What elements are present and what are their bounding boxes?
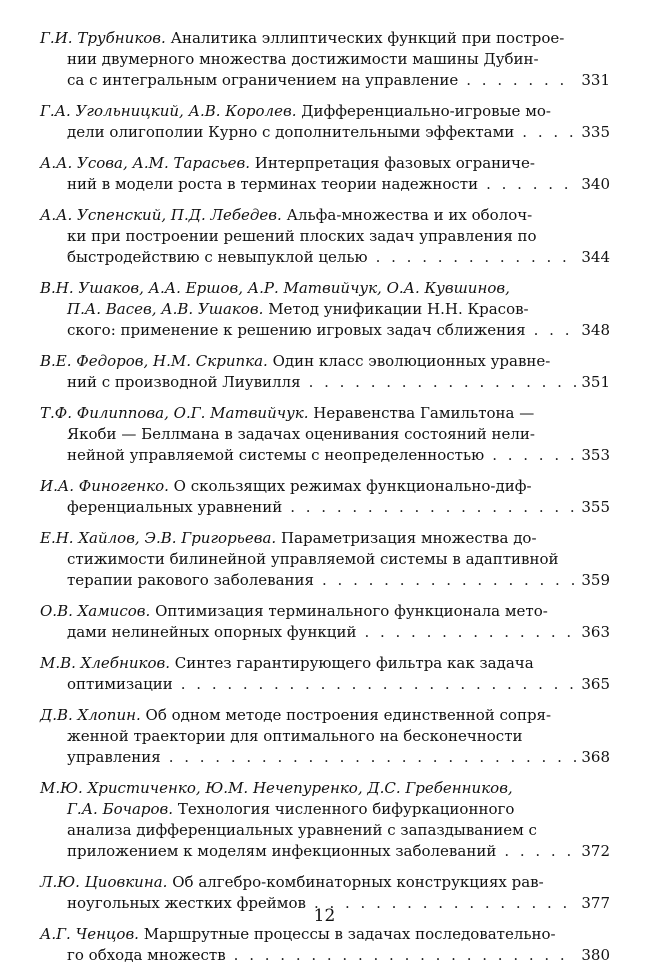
toc-entry-title: ского: применение к решению игровых задач сближения — [67, 321, 526, 339]
toc-entry-authors: И.А. Финогенко. — [40, 477, 169, 495]
toc-entry-page: 359 — [581, 571, 610, 589]
toc-entry-authors: Т.Ф. Филиппова, О.Г. Матвийчук. — [40, 404, 309, 422]
toc-entry-authors: М.Ю. Христиченко, Ю.М. Нечепуренко, Д.С. Гребенников, — [40, 779, 513, 797]
toc-entry-page: 365 — [581, 675, 610, 693]
toc-entry-line — [40, 122, 610, 143]
toc-entry-title: женной траектории для оптимального на бесконечности — [67, 727, 523, 745]
toc-entry-line — [40, 497, 610, 518]
toc-entry-text — [67, 49, 539, 70]
toc-entry-line — [40, 945, 610, 966]
toc-entry-line — [40, 351, 610, 372]
toc-entry-text — [40, 924, 556, 945]
toc-entry-line — [40, 205, 610, 226]
toc-entry-title: приложением к моделям инфекционных заболеваний — [67, 842, 497, 860]
toc-entry-text — [40, 872, 544, 893]
toc-entry — [40, 278, 610, 341]
toc-entry-title: Аналитика эллиптических функций при построе- — [170, 29, 565, 47]
toc-entry-text — [67, 445, 484, 466]
toc-entry-text — [67, 841, 496, 862]
toc-entry — [40, 528, 610, 591]
toc-entry-title: ференциальных уравнений — [67, 498, 283, 516]
toc-entry-line — [40, 320, 610, 341]
toc-entry-title: анализа дифференциальных уравнений с запаздыванием с — [67, 821, 537, 839]
toc-entry-authors: Г.А. Бочаров. — [67, 800, 174, 818]
toc-entry-line — [40, 424, 610, 445]
toc-entry-line — [40, 549, 610, 570]
dot-leader — [486, 174, 576, 195]
toc-entry-authors: П.А. Васев, А.В. Ушаков. — [67, 300, 264, 318]
toc-entry-authors: В.Е. Федоров, Н.М. Скрипка. — [40, 352, 268, 370]
toc-entry-authors: Д.В. Хлопин. — [40, 706, 141, 724]
toc-entry — [40, 403, 610, 466]
toc-entry-text — [67, 122, 514, 143]
dot-leader — [322, 570, 576, 591]
toc-entry-line — [40, 247, 610, 268]
toc-entry-page: 353 — [581, 446, 610, 464]
toc-entry-authors: Г.И. Трубников. — [40, 29, 166, 47]
toc-entry-title: нии двумерного множества достижимости машины Дубин- — [67, 50, 539, 68]
toc-entry-text — [40, 778, 513, 799]
toc-entry-line — [40, 778, 610, 799]
toc-entry-page: 351 — [581, 373, 610, 391]
toc-entry — [40, 101, 610, 143]
toc-entry-text — [67, 247, 368, 268]
toc-entry-page: 372 — [581, 842, 610, 860]
toc-entry-text — [67, 549, 558, 570]
toc-entry — [40, 351, 610, 393]
toc-entry-title: са с интегральным ограничением на управление — [67, 71, 459, 89]
toc-entry-text — [67, 747, 161, 768]
toc-entry-text — [67, 674, 173, 695]
toc-entry-page: 344 — [581, 248, 610, 266]
toc-entry-line — [40, 70, 610, 91]
toc-entry-title: Якоби — Беллмана в задачах оценивания состояний нели- — [67, 425, 535, 443]
toc-entry-text — [40, 705, 551, 726]
toc-entry-page: 380 — [581, 946, 610, 964]
toc-entry-authors: Л.Ю. Циовкина. — [40, 873, 168, 891]
toc-entry — [40, 601, 610, 643]
toc-entry-line — [40, 799, 610, 820]
toc-entry-text — [67, 424, 535, 445]
table-of-contents — [40, 28, 610, 976]
toc-entry-title: Синтез гарантирующего фильтра как задача — [174, 654, 534, 672]
toc-entry-text — [40, 101, 551, 122]
toc-entry-line — [40, 674, 610, 695]
toc-entry-authors: О.В. Хамисов. — [40, 602, 151, 620]
toc-entry-title: Один класс эволюционных уравне- — [272, 352, 551, 370]
toc-entry-line — [40, 924, 610, 945]
toc-entry-text — [67, 497, 282, 518]
toc-entry-line — [40, 49, 610, 70]
toc-entry-text — [67, 570, 314, 591]
toc-entry-text — [40, 153, 535, 174]
toc-entry-line — [40, 726, 610, 747]
toc-entry-line — [40, 570, 610, 591]
toc-entry-title: Маршрутные процессы в задачах последовательно- — [143, 925, 556, 943]
page-number: 12 — [313, 906, 336, 926]
toc-entry-line — [40, 601, 610, 622]
toc-entry-title: О скользящих режимах функционально-диф- — [173, 477, 532, 495]
toc-entry-line — [40, 622, 610, 643]
toc-entry-text — [67, 70, 458, 91]
toc-entry-text — [40, 476, 532, 497]
toc-entry-page: 363 — [581, 623, 610, 641]
dot-leader — [522, 122, 576, 143]
toc-entry-authors: В.Н. Ушаков, А.А. Ершов, А.Р. Матвийчук, О.А. Кувшинов, — [40, 279, 510, 297]
dot-leader — [290, 497, 576, 518]
toc-entry-title: Дифференциально-игровые мо- — [301, 102, 551, 120]
toc-entry-text — [40, 205, 532, 226]
dot-leader — [504, 841, 576, 862]
toc-entry — [40, 653, 610, 695]
toc-entry-text — [67, 820, 537, 841]
toc-entry-text — [67, 945, 226, 966]
toc-entry-page: 368 — [581, 748, 610, 766]
toc-entry-title: Метод унификации Н.Н. Красов- — [268, 300, 529, 318]
dot-leader — [534, 320, 576, 341]
toc-entry-title: быстродействию с невыпуклой целью — [67, 248, 368, 266]
toc-entry-text — [40, 528, 537, 549]
toc-entry-line — [40, 653, 610, 674]
toc-entry-title: дели олигополии Курно с дополнительными эффектами — [67, 123, 515, 141]
toc-entry-title: ний в модели роста в терминах теории надежности — [67, 175, 479, 193]
dot-leader — [309, 372, 576, 393]
toc-entry-text — [67, 320, 526, 341]
toc-entry-line — [40, 528, 610, 549]
toc-entry-page: 340 — [581, 175, 610, 193]
toc-entry — [40, 153, 610, 195]
toc-entry — [40, 28, 610, 91]
toc-entry-page: 355 — [581, 498, 610, 516]
toc-entry-title: го обхода множеств — [67, 946, 226, 964]
toc-entry-line — [40, 476, 610, 497]
toc-entry-text — [67, 226, 537, 247]
dot-leader — [466, 70, 576, 91]
toc-entry-text — [67, 372, 301, 393]
toc-entry-title: стижимости билинейной управляемой системы в адаптивной — [67, 550, 559, 568]
toc-entry-line — [40, 153, 610, 174]
toc-entry-title: Альфа-множества и их оболоч- — [286, 206, 533, 224]
toc-entry-title: Оптимизация терминального функционала мето- — [155, 602, 548, 620]
toc-entry-page: 377 — [581, 894, 610, 912]
toc-entry-line — [40, 101, 610, 122]
toc-entry-title: Интерпретация фазовых ограниче- — [254, 154, 535, 172]
toc-entry-text — [67, 726, 523, 747]
toc-entry-title: ний с производной Лиувилля — [67, 373, 301, 391]
toc-entry-title: Технология численного бифуркационного — [177, 800, 515, 818]
toc-entry-line — [40, 820, 610, 841]
toc-entry-text — [40, 28, 564, 49]
toc-entry-text — [40, 351, 550, 372]
toc-entry-line — [40, 372, 610, 393]
toc-entry-title: дами нелинейных опорных функций — [67, 623, 357, 641]
toc-entry-line — [40, 403, 610, 424]
toc-entry-line — [40, 299, 610, 320]
toc-entry-title: нейной управляемой системы с неопределенностью — [67, 446, 485, 464]
toc-entry-title: Об одном методе построения единственной сопря- — [145, 706, 552, 724]
toc-entry-title: управления — [67, 748, 161, 766]
toc-entry-title: оптимизации — [67, 675, 173, 693]
toc-entry-line — [40, 872, 610, 893]
toc-entry-line — [40, 28, 610, 49]
toc-entry-line — [40, 226, 610, 247]
toc-entry-title: ки при построении решений плоских задач управления по — [67, 227, 537, 245]
dot-leader — [376, 247, 576, 268]
toc-entry-text — [40, 278, 510, 299]
dot-leader — [169, 747, 576, 768]
toc-entry-text — [40, 601, 548, 622]
toc-entry — [40, 778, 610, 862]
dot-leader — [364, 622, 576, 643]
dot-leader — [181, 674, 576, 695]
toc-entry-authors: Г.А. Угольницкий, А.В. Королев. — [40, 102, 297, 120]
dot-leader — [234, 945, 576, 966]
toc-entry-page: 335 — [581, 123, 610, 141]
toc-entry-title: ноугольных жестких фреймов — [67, 894, 306, 912]
toc-entry-text — [40, 403, 534, 424]
toc-entry-title: терапии ракового заболевания — [67, 571, 315, 589]
toc-entry-line — [40, 705, 610, 726]
toc-entry-text — [40, 653, 534, 674]
toc-entry-line — [40, 174, 610, 195]
toc-entry-text — [67, 299, 529, 320]
toc-entry-text — [67, 622, 356, 643]
toc-entry-authors: М.В. Хлебников. — [40, 654, 170, 672]
toc-entry-authors: А.Г. Ченцов. — [40, 925, 139, 943]
toc-entry-line — [40, 445, 610, 466]
toc-entry — [40, 705, 610, 768]
toc-entry-title: Неравенства Гамильтона — — [313, 404, 535, 422]
toc-entry-authors: Е.Н. Хайлов, Э.В. Григорьева. — [40, 529, 277, 547]
toc-entry-title: Параметризация множества до- — [280, 529, 537, 547]
toc-entry-text — [67, 799, 514, 820]
toc-entry-page: 348 — [581, 321, 610, 339]
toc-entry-line — [40, 278, 610, 299]
toc-entry-authors: А.А. Успенский, П.Д. Лебедев. — [40, 206, 282, 224]
toc-entry-page: 331 — [581, 71, 610, 89]
toc-entry-line — [40, 747, 610, 768]
toc-entry-text — [67, 174, 478, 195]
toc-entry — [40, 205, 610, 268]
dot-leader — [492, 445, 576, 466]
toc-entry-line — [40, 841, 610, 862]
toc-entry-authors: А.А. Усова, А.М. Тарасьев. — [40, 154, 250, 172]
toc-entry-title: Об алгебро-комбинаторных конструкциях рав- — [172, 873, 544, 891]
toc-entry — [40, 476, 610, 518]
